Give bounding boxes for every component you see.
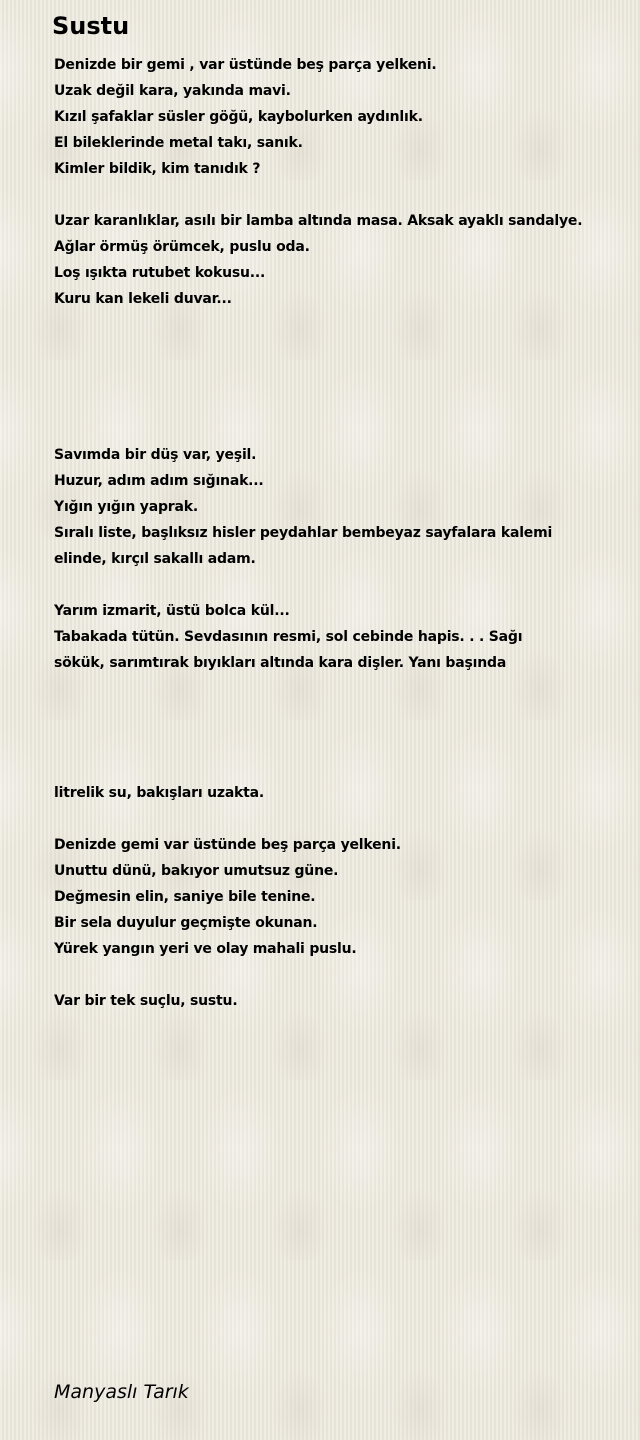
poem-title: Sustu — [52, 12, 130, 40]
poem-body: Denizde bir gemi , var üstünde beş parça yelkeni. Uzak değil kara, yakında mavi. Kızıl şafaklar süsler göğü, kaybolurken aydınlık. El bileklerinde metal takı, sanık. Kimler bildik, kim tanıdık ? Uzar karanlıklar, asılı bir lamba altında masa. Aksak ayaklı sandalye. Ağlar örmüş örümcek, puslu oda. Loş ışıkta rutubet kokusu... Kuru kan lekeli duvar... Savımda bir düş var, yeşil. Huzur, adım adım sığınak... Yığın yığın yaprak. Sıralı liste, başlıksız hisler peydahlar bembeyaz sayfalara kalemi elinde, kırçıl sakallı adam. Yarım izmarit, üstü bolca kül... Tabakada tütün. Sevdasının resmi, sol cebinde hapis. . . Sağı sökük, sarımtırak bıyıkları altında kara dişler. Yanı başında litrelik su, bakışları uzakta. Denizde gemi var üstünde beş parça yelkeni. Unuttu dünü, bakıyor umutsuz güne. Değmesin elin, saniye bile tenine. Bir sela duyulur geçmişte okunan. Yürek yangın yeri ve olay mahali puslu. Var bir tek suçlu, sustu. — [54, 57, 583, 1009]
poem-author: Manyaslı Tarık — [54, 1381, 189, 1403]
